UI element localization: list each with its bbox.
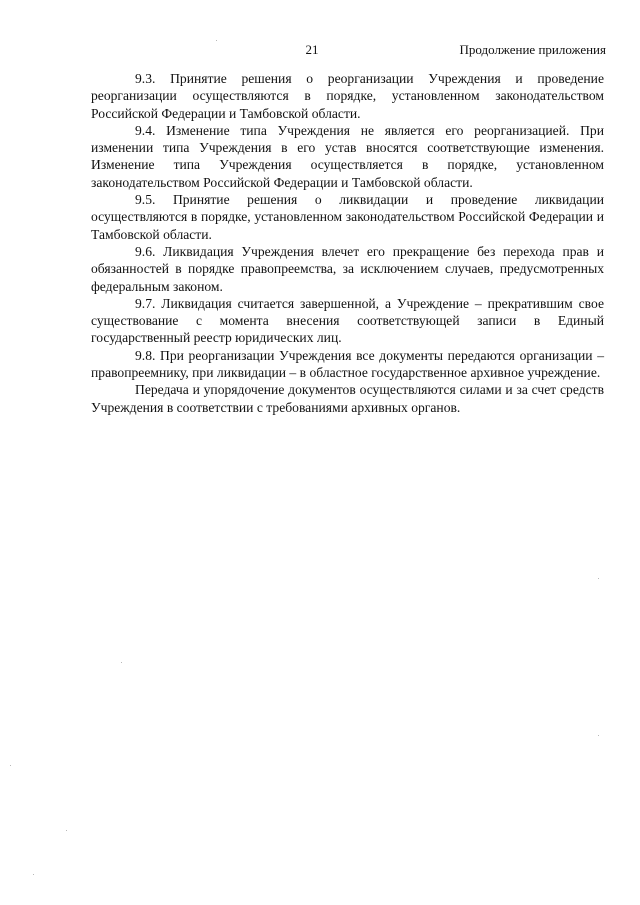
scan-speck [66, 830, 67, 831]
scan-speck [598, 735, 599, 736]
paragraph-9-3: 9.3. Принятие решения о реорганизации Учреждения и проведение реорганизации осуществляются в порядке, установленном законодательством Российской Федерации и Тамбовской области. [91, 71, 604, 121]
body-text [91, 70, 604, 416]
scan-speck [216, 40, 217, 41]
paragraph-9-7: 9.7. Ликвидация считается завершенной, а Учреждение – прекратившим свое существование с момента внесения соответствующей записи в Единый государственный реестр юридических лиц. [91, 295, 604, 346]
page-number: 21 [305, 42, 319, 57]
scan-speck [121, 662, 122, 663]
paragraph-archive-transfer: Передача и упорядочение документов осуществляются силами и за счет средств Учреждения в соответствии с требованиями архивных органов. [91, 382, 604, 415]
paragraph-9-4: 9.4. Изменение типа Учреждения не является его реорганизацией. При изменении типа Учреждения в его устав вносятся соответствующие изменения. Изменение типа Учреждения осуществляется в порядке, установленном законодательством Российской Федерации и Тамбовской области. [91, 122, 604, 190]
paragraph-9-5: 9.5. Принятие решения о ликвидации и проведение ликвидации осуществляются в порядке, установленном законодательством Российской Федерации и Тамбовской области. [91, 192, 604, 242]
paragraph-9-8: 9.8. При реорганизации Учреждения все документы передаются организации – правопреемнику, при ликвидации – в областное государственное архивное учреждение. [91, 347, 604, 381]
paragraph-9-6: 9.6. Ликвидация Учреждения влечет его прекращение без перехода прав и обязанностей в порядке правопреемства, за исключением случаев, предусмотренных федеральным законом. [91, 243, 604, 294]
running-header: Продолжение приложения [459, 42, 606, 57]
scan-speck [33, 874, 34, 875]
scan-speck [10, 765, 11, 766]
scan-speck [598, 578, 599, 579]
